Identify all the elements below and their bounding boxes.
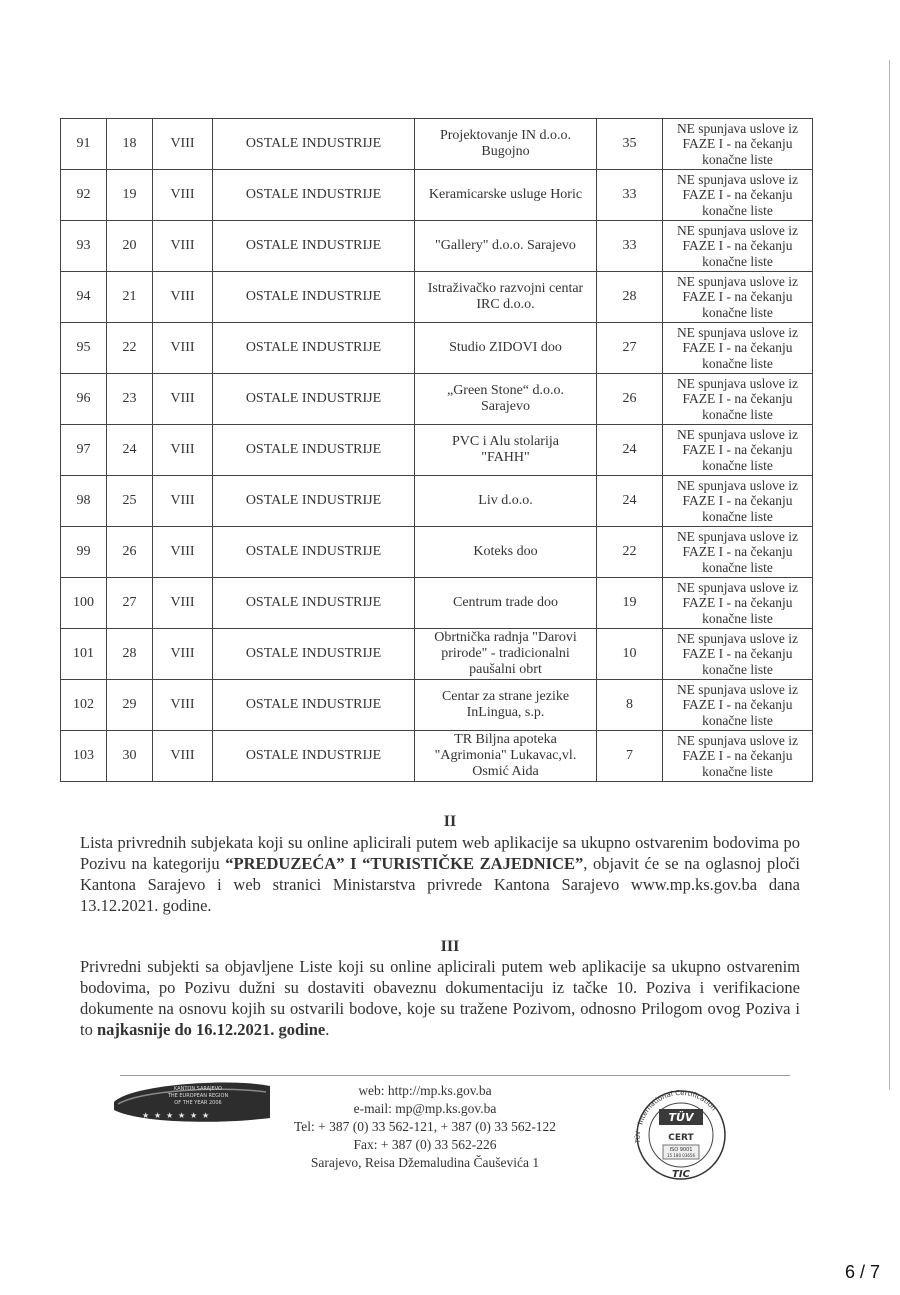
company-cell-line: Studio ZIDOVI doo: [449, 340, 562, 355]
category-cell: VIII: [153, 680, 213, 731]
company-cell-line: Osmić Aida: [472, 764, 539, 779]
points-cell: 33: [597, 170, 663, 221]
sub-number-cell: 30: [107, 731, 153, 782]
svg-text:★: ★: [190, 1111, 198, 1120]
status-cell-line: NE spunjava uslove iz: [676, 681, 799, 697]
section-3-deadline: najkasnije do 16.12.2021. godine: [96, 1020, 326, 1039]
points-cell: 28: [597, 272, 663, 323]
sector-cell: OSTALE INDUSTRIJE: [213, 425, 415, 476]
category-cell: VIII: [153, 629, 213, 680]
status-cell-line: FAZE I - na čekanju: [682, 493, 793, 509]
category-cell: VIII: [153, 119, 213, 170]
sub-number-cell: 18: [107, 119, 153, 170]
sub-number-cell: 24: [107, 425, 153, 476]
footer-divider: [120, 1075, 790, 1076]
table-row: [61, 170, 813, 221]
table-row: [61, 119, 813, 170]
sector-cell: OSTALE INDUSTRIJE: [213, 272, 415, 323]
company-cell: [415, 374, 597, 425]
status-cell-line: NE spunjava uslove iz: [676, 528, 799, 544]
row-number-cell: 102: [61, 680, 107, 731]
logo-line-3: OF THE YEAR 2006: [174, 1100, 222, 1106]
sub-number-cell: 23: [107, 374, 153, 425]
status-cell-line: FAZE I - na čekanju: [682, 595, 793, 611]
canton-sarajevo-logo: [112, 1080, 272, 1124]
svg-text:★: ★: [154, 1111, 162, 1120]
status-cell-line: NE spunjava uslove iz: [676, 630, 799, 646]
status-cell: [663, 578, 813, 629]
row-number-cell: 91: [61, 119, 107, 170]
page-number: 6 / 7: [844, 1262, 880, 1282]
sub-number-cell: 20: [107, 221, 153, 272]
svg-text:★: ★: [142, 1111, 150, 1120]
company-cell: [415, 476, 597, 527]
section-2-categories: “PREDUZEĆA” I “TURISTIČKE ZAJEDNICE”: [225, 854, 584, 873]
status-cell: [663, 119, 813, 170]
status-cell: [663, 527, 813, 578]
sector-cell: OSTALE INDUSTRIJE: [213, 119, 415, 170]
status-cell-line: konačne liste: [702, 559, 773, 575]
status-cell-line: NE spunjava uslove iz: [676, 732, 799, 748]
sub-number-cell: 27: [107, 578, 153, 629]
category-cell: VIII: [153, 476, 213, 527]
status-cell-line: konačne liste: [702, 712, 773, 728]
table-row: [61, 527, 813, 578]
sector-cell: OSTALE INDUSTRIJE: [213, 374, 415, 425]
page-edge-line: [889, 60, 890, 1090]
table-row: [61, 425, 813, 476]
status-cell-line: NE spunjava uslove iz: [676, 579, 799, 595]
company-cell-line: Keramicarske usluge Horic: [428, 187, 583, 202]
svg-text:TÜV: TÜV: [668, 1111, 694, 1124]
company-cell: [415, 221, 597, 272]
status-cell-line: konačne liste: [702, 304, 773, 320]
status-cell-line: FAZE I - na čekanju: [682, 697, 793, 713]
category-cell: VIII: [153, 425, 213, 476]
sector-cell: OSTALE INDUSTRIJE: [213, 680, 415, 731]
svg-text:★: ★: [178, 1111, 186, 1120]
status-cell-line: konačne liste: [702, 253, 773, 269]
status-cell-line: konačne liste: [702, 457, 773, 473]
company-cell: [415, 527, 597, 578]
sub-number-cell: 29: [107, 680, 153, 731]
table-row: [61, 578, 813, 629]
category-cell: VIII: [153, 272, 213, 323]
table-row: [61, 374, 813, 425]
row-number-cell: 94: [61, 272, 107, 323]
sub-number-cell: 26: [107, 527, 153, 578]
status-cell-line: FAZE I - na čekanju: [682, 748, 793, 764]
status-cell-line: konačne liste: [702, 763, 773, 779]
points-cell: 7: [597, 731, 663, 782]
table-row: [61, 731, 813, 782]
company-cell: [415, 731, 597, 782]
row-number-cell: 99: [61, 527, 107, 578]
footer-email: e-mail: mp@mp.ks.gov.ba: [353, 1101, 497, 1116]
category-cell: VIII: [153, 374, 213, 425]
company-cell: [415, 680, 597, 731]
status-cell-line: NE spunjava uslove iz: [676, 477, 799, 493]
row-number-cell: 98: [61, 476, 107, 527]
svg-text:15 180 03656: 15 180 03656: [667, 1153, 695, 1158]
svg-text:★: ★: [202, 1111, 210, 1120]
status-cell-line: konačne liste: [702, 610, 773, 626]
section-2-text-end: , objavit će se na oglasnoj ploči Kantona Sarajevo i web stranici Ministarstva privrede Kantona Sarajevo www.mp.ks.gov.ba dana 13.12.2021. godine.: [80, 854, 801, 915]
status-cell-line: NE spunjava uslove iz: [676, 426, 799, 442]
sub-number-cell: 19: [107, 170, 153, 221]
points-cell: 33: [597, 221, 663, 272]
section-3-paragraph: [80, 956, 800, 1040]
category-cell: VIII: [153, 731, 213, 782]
company-cell: [415, 425, 597, 476]
sector-cell: OSTALE INDUSTRIJE: [213, 170, 415, 221]
status-cell-line: FAZE I - na čekanju: [682, 544, 793, 560]
company-cell-line: prirode" - tradicionalni: [441, 646, 570, 661]
status-cell-line: FAZE I - na čekanju: [682, 646, 793, 662]
row-number-cell: 100: [61, 578, 107, 629]
svg-text:TÜV: TÜV: [635, 1130, 642, 1143]
company-cell: [415, 629, 597, 680]
sector-cell: OSTALE INDUSTRIJE: [213, 221, 415, 272]
section-3-text-start: Privredni subjekti sa objavljene Liste koji su online aplicirali putem web aplikacije sa ukupno ostvarenim bodovima, po Pozivu dužni su dostaviti obaveznu dokumentaciju iz tačke 10. Poziva i verifikacione dokumente na osnovu kojih su ostvarili bodove, koje su tražene Pozivom, odnosno Prilogom ovog Poziva i to: [80, 957, 800, 1039]
table-row: [61, 221, 813, 272]
status-cell: [663, 221, 813, 272]
company-cell-line: "Gallery" d.o.o. Sarajevo: [435, 238, 576, 253]
company-cell: [415, 578, 597, 629]
status-cell-line: NE spunjava uslove iz: [676, 273, 799, 289]
row-number-cell: 103: [61, 731, 107, 782]
logo-line-1: KANTON SARAJEVO: [174, 1086, 222, 1092]
sub-number-cell: 21: [107, 272, 153, 323]
section-number-2: II: [443, 813, 457, 830]
company-cell-line: Obrtnička radnja "Darovi: [434, 630, 577, 645]
points-cell: 26: [597, 374, 663, 425]
sector-cell: OSTALE INDUSTRIJE: [213, 578, 415, 629]
section-2-text-start: Lista privrednih subjekata koji su online aplicirali putem web aplikacije sa ukupno ostvarenim bodovima po Pozivu na kategoriju: [80, 833, 800, 873]
table-row: [61, 629, 813, 680]
status-cell-line: FAZE I - na čekanju: [682, 289, 793, 305]
company-cell-line: Istraživačko razvojni centar: [427, 281, 584, 296]
company-cell-line: InLingua, s.p.: [466, 705, 545, 720]
section-3-text-end: .: [325, 1020, 330, 1039]
category-cell: VIII: [153, 221, 213, 272]
table-row: [61, 272, 813, 323]
table-row: [61, 476, 813, 527]
status-cell: [663, 425, 813, 476]
company-cell: [415, 170, 597, 221]
status-cell-line: NE spunjava uslove iz: [676, 375, 799, 391]
sector-cell: OSTALE INDUSTRIJE: [213, 629, 415, 680]
footer-contact-block: [280, 1082, 570, 1172]
status-cell-line: FAZE I - na čekanju: [682, 238, 793, 254]
company-cell-line: "FAHH": [481, 450, 530, 465]
company-cell-line: "Agrimonia" Lukavac,vl.: [434, 748, 577, 763]
status-cell-line: konačne liste: [702, 508, 773, 524]
status-cell: [663, 629, 813, 680]
company-cell-line: Liv d.o.o.: [478, 493, 533, 508]
status-cell: [663, 476, 813, 527]
footer-web: web: http://mp.ks.gov.ba: [358, 1083, 492, 1098]
status-cell: [663, 680, 813, 731]
section-number-3: III: [440, 938, 460, 955]
points-cell: 24: [597, 476, 663, 527]
footer-address: Sarajevo, Reisa Džemaludina Čauševića 1: [310, 1155, 540, 1170]
category-cell: VIII: [153, 323, 213, 374]
row-number-cell: 101: [61, 629, 107, 680]
status-cell-line: NE spunjava uslove iz: [676, 171, 799, 187]
points-cell: 8: [597, 680, 663, 731]
row-number-cell: 96: [61, 374, 107, 425]
section-2-paragraph: [80, 832, 800, 916]
results-table-body: [61, 119, 813, 782]
company-cell-line: „Green Stone“ d.o.o.: [446, 383, 565, 398]
company-cell: [415, 119, 597, 170]
sector-cell: OSTALE INDUSTRIJE: [213, 527, 415, 578]
company-cell-line: Projektovanje IN d.o.o.: [439, 128, 572, 143]
svg-text:TIC: TIC: [672, 1169, 690, 1180]
category-cell: VIII: [153, 527, 213, 578]
company-cell-line: PVC i Alu stolarija: [452, 434, 559, 449]
logo-line-2: THE EUROPEAN REGION: [167, 1093, 229, 1099]
status-cell: [663, 731, 813, 782]
company-cell: [415, 323, 597, 374]
company-cell-line: TR Biljna apoteka: [454, 732, 557, 747]
status-cell-line: NE spunjava uslove iz: [676, 324, 799, 340]
sub-number-cell: 22: [107, 323, 153, 374]
status-cell: [663, 323, 813, 374]
company-cell-line: Centrum trade doo: [453, 595, 558, 610]
row-number-cell: 95: [61, 323, 107, 374]
sub-number-cell: 25: [107, 476, 153, 527]
sector-cell: OSTALE INDUSTRIJE: [213, 476, 415, 527]
status-cell-line: FAZE I - na čekanju: [682, 187, 793, 203]
table-row: [61, 323, 813, 374]
company-cell: [415, 272, 597, 323]
points-cell: 27: [597, 323, 663, 374]
points-cell: 10: [597, 629, 663, 680]
status-cell-line: FAZE I - na čekanju: [682, 391, 793, 407]
table-row: [61, 680, 813, 731]
status-cell-line: FAZE I - na čekanju: [682, 340, 793, 356]
points-cell: 22: [597, 527, 663, 578]
status-cell-line: konačne liste: [702, 406, 773, 422]
svg-text:CERT: CERT: [668, 1133, 694, 1143]
status-cell-line: konačne liste: [702, 661, 773, 677]
sub-number-cell: 28: [107, 629, 153, 680]
status-cell: [663, 170, 813, 221]
footer-phone: Tel: + 387 (0) 33 562-121, + 387 (0) 33 562-122: [293, 1119, 557, 1134]
row-number-cell: 97: [61, 425, 107, 476]
sector-cell: OSTALE INDUSTRIJE: [213, 323, 415, 374]
status-cell-line: konačne liste: [702, 151, 773, 167]
company-cell-line: Centar za strane jezike: [441, 689, 570, 704]
svg-text:International Certification: International Certification: [636, 1088, 718, 1126]
status-cell-line: FAZE I - na čekanju: [682, 136, 793, 152]
status-cell-line: FAZE I - na čekanju: [682, 442, 793, 458]
points-cell: 19: [597, 578, 663, 629]
footer-fax: Fax: + 387 (0) 33 562-226: [353, 1137, 497, 1152]
company-cell-line: IRC d.o.o.: [476, 297, 535, 312]
company-cell-line: paušalni obrt: [469, 662, 542, 677]
row-number-cell: 93: [61, 221, 107, 272]
status-cell: [663, 272, 813, 323]
status-cell-line: NE spunjava uslove iz: [676, 120, 799, 136]
sector-cell: OSTALE INDUSTRIJE: [213, 731, 415, 782]
company-cell-line: Bugojno: [481, 144, 530, 159]
tuv-certification-logo: [623, 1085, 739, 1185]
points-cell: 24: [597, 425, 663, 476]
category-cell: VIII: [153, 170, 213, 221]
svg-text:ISO 9001: ISO 9001: [669, 1147, 693, 1153]
company-cell-line: Sarajevo: [481, 399, 530, 414]
status-cell: [663, 374, 813, 425]
category-cell: VIII: [153, 578, 213, 629]
status-cell-line: konačne liste: [702, 202, 773, 218]
status-cell-line: NE spunjava uslove iz: [676, 222, 799, 238]
results-table: [60, 118, 813, 782]
status-cell-line: konačne liste: [702, 355, 773, 371]
company-cell-line: Koteks doo: [473, 544, 538, 559]
points-cell: 35: [597, 119, 663, 170]
svg-text:★: ★: [166, 1111, 174, 1120]
row-number-cell: 92: [61, 170, 107, 221]
